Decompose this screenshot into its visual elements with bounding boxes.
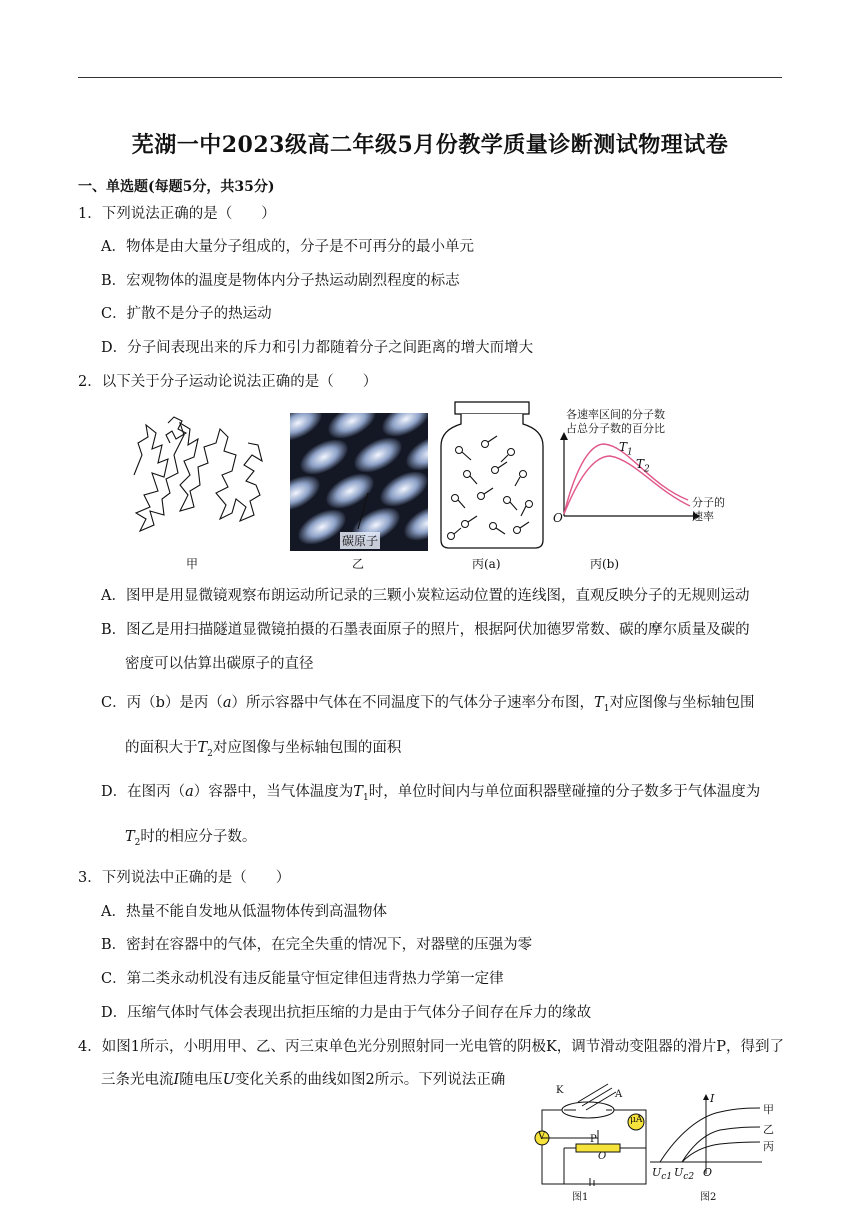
curve-label-jia: 甲 [763,1103,774,1116]
graph-ylabel-line2: 占总分子数的百分比 [566,422,665,435]
graph-label-t2: $T_2$ [636,457,650,475]
q2-option-d-line1: D．在图丙（a）容器中，当气体温度为$T_1$时，单位时间内与单位面积器壁碰撞的分子数多于气体温度为 [101,784,761,803]
q3-option-d: D．压缩气体时气体会表现出抗拒压缩的力是由于气体分子间存在斥力的缘故 [101,1005,592,1021]
q2-option-b-line1: B．图乙是用扫描隧道显微镜拍摄的石墨表面原子的照片，根据阿伏加德罗常数、碳的摩尔质量及碳的 [101,622,750,638]
page-title: 芜湖一中2023级高二年级5月份教学质量诊断测试物理试卷 [131,132,729,158]
brownian-motion-figure [128,415,268,545]
q1-option-d: D．分子间表现出来的斥力和引力都随着分子之间距离的增大而增大 [101,340,534,356]
figure-caption-bing-a: 丙(a) [472,557,501,571]
anode-label: A [615,1089,623,1100]
axis-i-label: I [710,1092,715,1105]
figure-caption-jia: 甲 [186,557,199,571]
graph-ylabel-line1: 各速率区间的分子数 [566,408,665,421]
figure-caption-2: 图2 [700,1192,717,1203]
graph-origin: O [553,511,563,525]
q4-line2: 三条光电流I随电压U变化关系的曲线如图2所示。下列说法正确 [101,1072,506,1088]
q2-option-c-line2: 的面积大于$T_2$对应图像与坐标轴包围的面积 [125,740,402,759]
q2-option-c-line1: C．丙（b）是丙（a）所示容器中气体在不同温度下的气体分子速率分布图，$T_1$对应图像与坐标轴包围 [101,695,755,714]
curve-label-yi: 乙 [763,1123,774,1136]
voltmeter-label: V [538,1131,546,1142]
q3-option-b: B．密封在容器中的气体，在完全失重的情况下，对器壁的压强为零 [101,937,533,953]
uc2-label: $U_{c2}$ [674,1166,695,1183]
axis-origin-label: O [703,1166,713,1179]
slider-label: P [590,1134,597,1145]
q1-option-a: A．物体是由大量分子组成的，分子是不可再分的最小单元 [101,239,474,255]
figure-caption-bing-b: 丙(b) [590,557,620,571]
q2-option-a: A．图甲是用显微镜观察布朗运动所记录的三颗小炭粒运动位置的连线图，直观反映分子的无规则运动 [101,588,750,604]
q1-option-c: C．扩散不是分子的热运动 [101,306,272,322]
graph-label-t1: $T_1$ [619,440,633,458]
q3-option-c: C．第二类永动机没有违反能量守恒定律但违背热力学第一定律 [101,971,504,987]
header-rule [78,77,782,78]
q2-option-b-line2: 密度可以估算出碳原子的直径 [125,656,314,672]
q2-option-d-line2: $T_2$时的相应分子数。 [125,829,257,848]
q1-stem: 1．下列说法正确的是（ ） [78,206,276,222]
graphite-stm-figure [290,413,428,551]
curve-label-bing: 丙 [763,1140,774,1153]
phototube-circuit-figure [528,1080,654,1186]
graph-xlabel-line2: 速率 [692,510,714,523]
circuit-o-label: O [598,1151,607,1162]
q3-stem: 3．下列说法中正确的是（ ） [78,870,291,886]
q2-stem: 2．以下关于分子运动论说法正确的是（ ） [78,374,378,390]
cathode-label: K [556,1085,564,1096]
q3-option-a: A．热量不能自发地从低温物体传到高温物体 [101,904,387,920]
gas-jar-figure [437,400,547,550]
q1-option-b: B．宏观物体的温度是物体内分子热运动剧烈程度的标志 [101,273,460,289]
section-heading: 一、单选题(每题5分，共35分) [78,179,275,195]
uc1-label: $U_{c1}$ [652,1166,673,1183]
figure-caption-1: 图1 [572,1192,589,1203]
graph-xlabel-line1: 分子的 [692,496,725,509]
q4-line1: 4．如图1所示，小明用甲、乙、丙三束单色光分别照射同一光电管的阴极K，调节滑动变阻器的滑片P，得到了 [78,1039,785,1055]
figure-caption-yi: 乙 [352,557,365,571]
microammeter-label: μA [630,1115,643,1125]
carbon-atom-label: 碳原子 [342,534,379,548]
